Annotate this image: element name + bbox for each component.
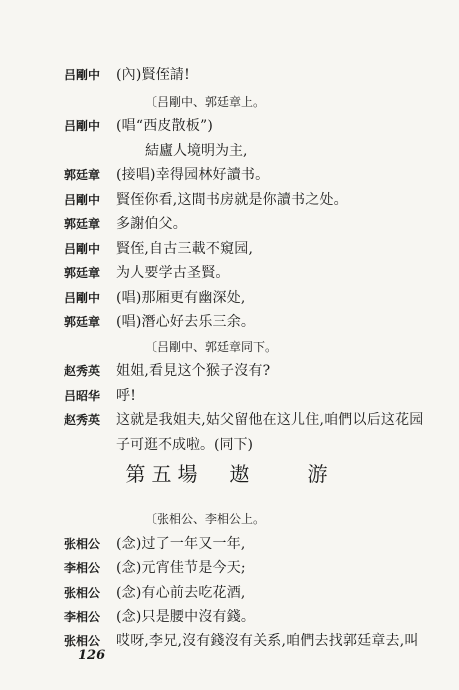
dialogue-text: (唱)潛心好去乐三余。 (116, 314, 256, 330)
speaker-name: 吕剛中 (64, 118, 101, 133)
dialogue-line (64, 238, 253, 258)
dialogue-text: 賢侄,自古三載不窺园, (116, 241, 254, 257)
dialogue-line (64, 385, 136, 405)
dialogue-text: (念)过了一年又一年, (116, 536, 246, 552)
dialogue-line (64, 262, 230, 282)
verse-continuation: 結廬人境明为主, (145, 143, 248, 159)
speaker-name: 张相公 (64, 536, 101, 551)
stage-direction: 〔张相公、李相公上。 (145, 511, 266, 526)
speaker-name: 郭廷章 (64, 216, 101, 231)
dialogue-line (64, 582, 246, 602)
speaker-name: 张相公 (64, 585, 101, 600)
dialogue-line (64, 557, 246, 577)
page-number: 126 (78, 648, 106, 663)
dialogue-line (64, 115, 213, 135)
scene-title: 第五場 遨 游 (125, 462, 334, 486)
dialogue-line (64, 213, 187, 233)
dialogue-text: (內)賢侄請! (116, 67, 190, 83)
speaker-name: 吕昭华 (64, 388, 101, 403)
speaker-name: 李相公 (64, 560, 101, 575)
dialogue-line (64, 287, 246, 307)
speaker-name: 吕剛中 (64, 67, 101, 82)
dialogue-line (64, 409, 424, 429)
dialogue-line (64, 630, 419, 650)
dialogue-text: (接唱)幸得园林好讀书。 (116, 167, 270, 183)
dialogue-line (64, 164, 269, 184)
stage-direction: 〔吕剛中、郭廷章同下。 (145, 339, 278, 354)
dialogue-line (64, 533, 246, 553)
speaker-name: 张相公 (64, 633, 101, 648)
speaker-name: 赵秀英 (64, 412, 101, 427)
speaker-name: 吕剛中 (64, 241, 101, 256)
dialogue-text: (唱“西皮散板”) (116, 118, 214, 134)
dialogue-text: (念)只是腰中沒有錢。 (116, 609, 256, 625)
stage-direction: 〔吕剛中、郭廷章上。 (145, 94, 266, 109)
dialogue-text: 呼! (116, 388, 137, 404)
dialogue-text: 这就是我姐夫,姑父留他在这儿住,咱們以后这花园 (116, 412, 424, 428)
speaker-name: 吕剛中 (64, 192, 101, 207)
dialogue-line (64, 189, 348, 209)
speaker-name: 赵秀英 (64, 363, 101, 378)
speaker-name: 郭廷章 (64, 314, 101, 329)
dialogue-text: 多謝伯父。 (116, 216, 187, 232)
dialogue-text: 哎呀,李兄,沒有錢沒有关系,咱們去找郭廷章去,叫 (116, 633, 419, 649)
dialogue-text: (念)有心前去吃花酒, (116, 585, 246, 601)
speaker-name: 郭廷章 (64, 167, 101, 182)
dialogue-text: (唱)那厢更有幽深处, (116, 290, 246, 306)
dialogue-line (64, 360, 270, 380)
dialogue-text: 姐姐,看見这个猴子沒有? (116, 363, 271, 379)
dialogue-line (64, 64, 190, 84)
speaker-name: 吕剛中 (64, 290, 101, 305)
dialogue-text: 賢侄你看,这間书房就是你讀书之处。 (116, 192, 348, 208)
dialogue-continuation: 子可逛不成啦。(同下) (116, 437, 253, 453)
speaker-name: 郭廷章 (64, 265, 101, 280)
dialogue-text: 为人要学古圣賢。 (116, 265, 230, 281)
dialogue-line (64, 606, 255, 626)
dialogue-line (64, 311, 255, 331)
dialogue-text: (念)元宵佳节是今天; (116, 560, 246, 576)
speaker-name: 李相公 (64, 609, 101, 624)
